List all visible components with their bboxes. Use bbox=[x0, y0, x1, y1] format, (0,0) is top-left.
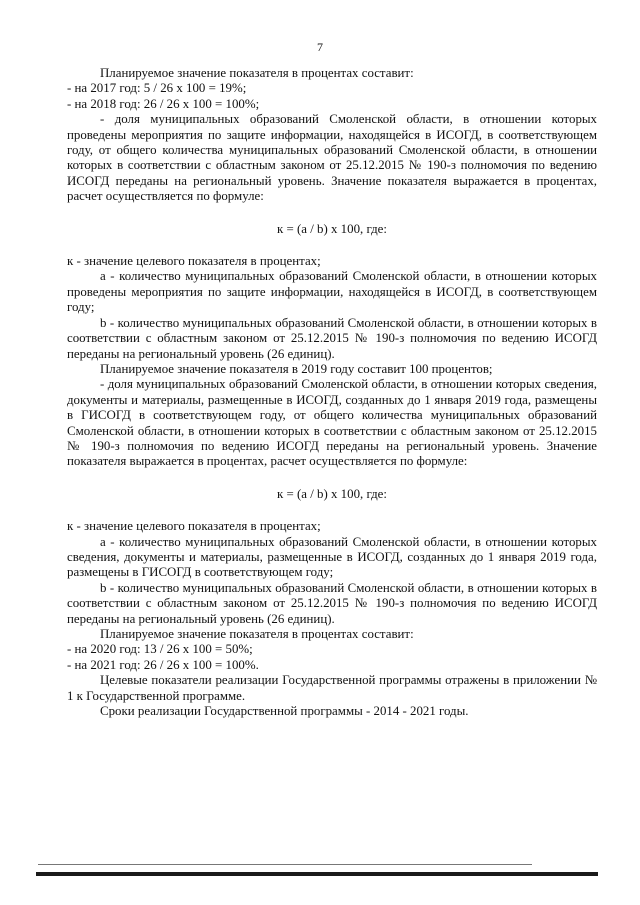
paragraph: a - количество муниципальных образований Смоленской области, в отношении которых сведения, документы и материалы, размещенные в ИСОГД, созданных до 1 января 2019 года, размещены в ГИСОГД в соответствующем году; bbox=[67, 534, 597, 580]
paragraph: Планируемое значение показателя в процентах составит: bbox=[100, 627, 414, 641]
paragraph: к - значение целевого показателя в процентах; bbox=[67, 519, 321, 534]
footer-thick-rule bbox=[36, 872, 598, 876]
document-body bbox=[67, 66, 597, 719]
formula: к = (a / b) x 100, где: bbox=[277, 486, 387, 501]
paragraph: a - количество муниципальных образований Смоленской области, в отношении которых проведены мероприятия по защите информации, находящейся в ИСОГД, в соответствующем году; bbox=[67, 269, 597, 315]
paragraph: Планируемое значение показателя в 2019 году составит 100 процентов; bbox=[100, 361, 493, 376]
page-number: 7 bbox=[317, 40, 323, 54]
paragraph: Целевые показатели реализации Государственной программы отражены в приложении № 1 к Государственной программе. bbox=[67, 673, 597, 703]
paragraph: - на 2017 год: 5 / 26 x 100 = 19%; bbox=[67, 81, 247, 96]
paragraph: b - количество муниципальных образований Смоленской области, в отношении которых в соответствии с областным законом от 25.12.2015 № 190-з полномочия по ведению ИСОГД переданы на региональный уровень (26 единиц). bbox=[67, 580, 597, 626]
paragraph: - доля муниципальных образований Смоленской области, в отношении которых проведены мероприятия по защите информации, находящейся в ИСОГД, в соответствующем году, от общего количества муниципальных образований Смоленской области, в отношении которых в соответствии с областным законом от 25.12.2015 № 190-з полномочия по ведению ИСОГД переданы на региональный уровень. Значение показателя выражается в процентах, расчет осуществляется по формуле: bbox=[67, 112, 597, 204]
paragraph: - доля муниципальных образований Смоленской области, в отношении которых сведения, документы и материалы, размещенные в ИСОГД, созданных до 1 января 2019 года, размещены в ГИСОГД в соответствующем году, от общего количества муниципальных образований Смоленской области, в отношении которых в соответствии с областным законом от 25.12.2015 № 190-з полномочия по ведению ИСОГД переданы на региональный уровень. Значение показателя выражается в процентах, расчет осуществляется по формуле: bbox=[67, 377, 597, 469]
paragraph: b - количество муниципальных образований Смоленской области, в отношении которых в соответствии с областным законом от 25.12.2015 № 190-з полномочия по ведению ИСОГД переданы на региональный уровень (26 единиц). bbox=[67, 315, 597, 361]
paragraph: к - значение целевого показателя в процентах; bbox=[67, 254, 321, 269]
paragraph: - на 2021 год: 26 / 26 x 100 = 100%. bbox=[67, 657, 259, 672]
paragraph: Планируемое значение показателя в процентах составит: bbox=[100, 66, 414, 80]
paragraph: - на 2020 год: 13 / 26 x 100 = 50%; bbox=[67, 642, 253, 657]
formula: к = (a / b) x 100, где: bbox=[277, 221, 387, 236]
footer-thin-rule bbox=[38, 864, 532, 865]
paragraph: - на 2018 год: 26 / 26 x 100 = 100%; bbox=[67, 96, 260, 111]
paragraph: Сроки реализации Государственной программы - 2014 - 2021 годы. bbox=[100, 704, 469, 719]
